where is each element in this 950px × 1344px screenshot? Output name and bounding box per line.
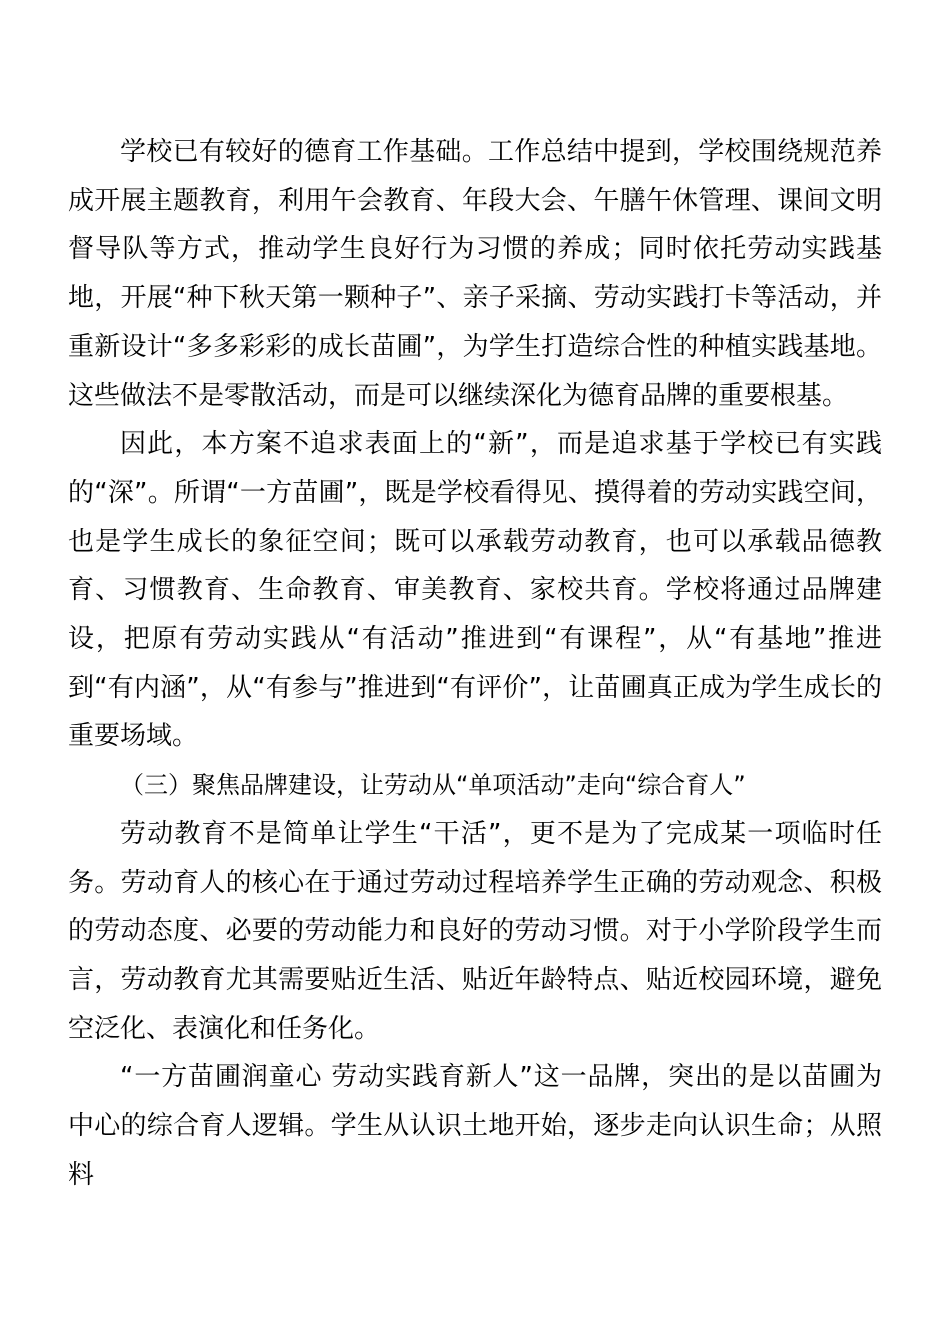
section-heading: （三）聚焦品牌建设，让劳动从“单项活动”走向“综合育人” (120, 771, 746, 800)
paragraph-brand-logic: “一方苗圃润童心 劳动实践育新人”这一品牌，突出的是以苗圃为中心的综合育人逻辑。学生从认识土地开始，逐步走向认识生命；从照料 (68, 1062, 882, 1190)
paragraph-labor-education: 劳动教育不是简单让学生“干活”，更不是为了完成某一项临时任务。劳动育人的核心在于通过劳动过程培养学生正确的劳动观念、积极的劳动态度、必要的劳动能力和良好的劳动习惯。对于小学阶段学生而言，劳动教育尤其需要贴近生活、贴近年龄特点、贴近校园环境，避免空泛化、表演化和任务化。 (68, 818, 882, 1044)
paragraph-school-foundation: 学校已有较好的德育工作基础。工作总结中提到，学校围绕规范养成开展主题教育，利用午会教育、年段大会、午膳午休管理、课间文明督导队等方式，推动学生良好行为习惯的养成；同时依托劳动实践基地，开展“种下秋天第一颗种子”、亲子采摘、劳动实践打卡等活动，并重新设计“多多彩彩的成长苗圃”，为学生打造综合性的种植实践基地。这些做法不是零散活动，而是可以继续深化为德育品牌的重要根基。 (68, 137, 882, 411)
document-page (68, 128, 882, 1199)
paragraph-brand-depth: 因此，本方案不追求表面上的“新”，而是追求基于学校已有实践的“深”。所谓“一方苗圃”，既是学校看得见、摸得着的劳动实践空间，也是学生成长的象征空间；既可以承载劳动教育，也可以承载品德教育、习惯教育、生命教育、审美教育、家校共育。学校将通过品牌建设，把原有劳动实践从“有活动”推进到“有课程”，从“有基地”推进到“有内涵”，从“有参与”推进到“有评价”，让苗圃真正成为学生成长的重要场域。 (68, 429, 882, 752)
